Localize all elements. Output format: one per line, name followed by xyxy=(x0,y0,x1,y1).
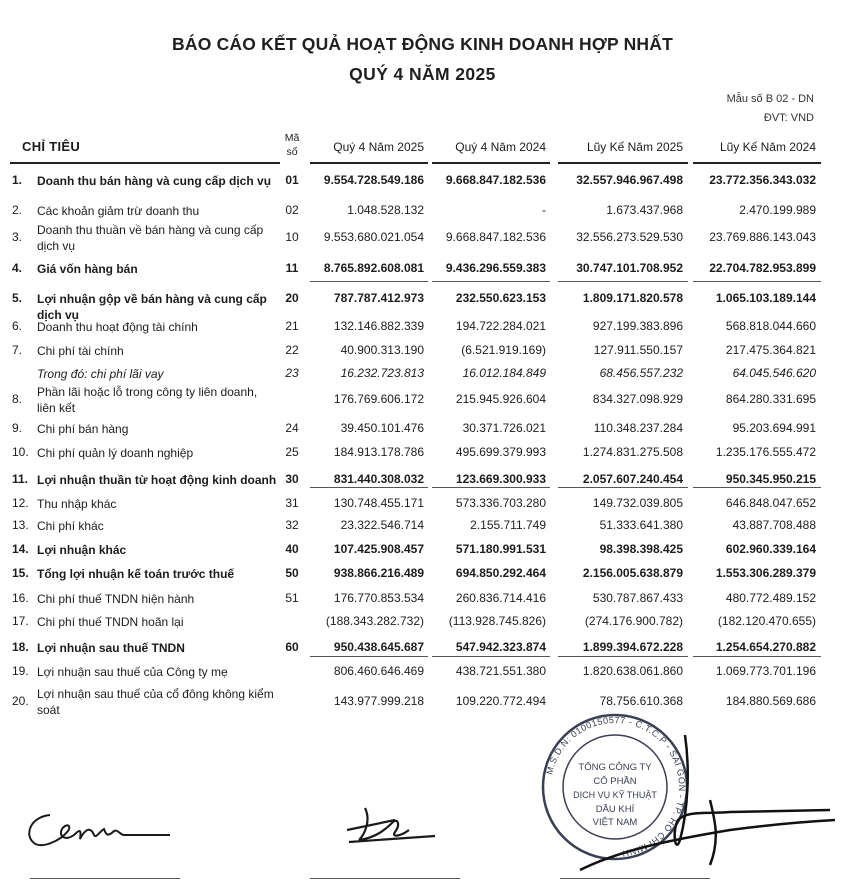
row-number: 10. xyxy=(12,445,29,459)
row-number: 19. xyxy=(12,664,29,678)
row-code: 23 xyxy=(285,366,299,380)
value-q4-2024: 694.850.292.464 xyxy=(455,566,546,580)
value-ytd-2024: 950.345.950.215 xyxy=(725,472,816,486)
row-code: 50 xyxy=(285,566,299,580)
value-ytd-2024: 1.069.773.701.196 xyxy=(715,664,816,678)
row-label: Chi phí tài chính xyxy=(37,344,124,358)
value-q4-2025: 806.460.646.469 xyxy=(333,664,424,678)
value-q4-2024: 2.155.711.749 xyxy=(470,518,546,532)
row-number: 1. xyxy=(12,173,23,187)
row-label: Lợi nhuận sau thuế TNDN xyxy=(37,641,185,655)
value-ytd-2025: 30.747.101.708.952 xyxy=(576,261,683,275)
row-code: 51 xyxy=(285,591,299,605)
row-code: 22 xyxy=(285,343,299,357)
header-code-line2: số xyxy=(286,146,298,158)
value-ytd-2024: 23.769.886.143.043 xyxy=(709,230,816,244)
value-q4-2025: 132.146.882.339 xyxy=(333,319,424,333)
row-label: Lợi nhuận gộp về bán hàng và cung cấp dịch vụ xyxy=(37,292,267,322)
value-ytd-2024: (182.120.470.655) xyxy=(717,614,816,628)
value-q4-2025: 938.866.216.489 xyxy=(333,566,424,580)
value-ytd-2025: 68.456.557.232 xyxy=(599,366,683,380)
value-ytd-2024: 602.960.339.164 xyxy=(725,542,816,556)
value-q4-2025: 176.769.606.172 xyxy=(333,392,424,406)
signature-director xyxy=(560,730,840,880)
value-ytd-2024: 1.254.654.270.882 xyxy=(715,640,816,654)
header-indicator: CHỈ TIÊU xyxy=(22,139,81,154)
value-q4-2025: 950.438.645.687 xyxy=(333,640,424,654)
value-ytd-2025: 32.556.273.529.530 xyxy=(576,230,683,244)
signature-accountant xyxy=(335,800,445,855)
row-label: Chi phí quản lý doanh nghiệp xyxy=(37,446,194,460)
signature-line xyxy=(560,878,710,879)
value-q4-2024: 123.669.300.933 xyxy=(455,472,546,486)
value-ytd-2025: 834.327.098.929 xyxy=(592,392,683,406)
row-number: 6. xyxy=(12,319,23,333)
value-q4-2024: 194.722.284.021 xyxy=(455,319,546,333)
value-ytd-2025: 1.820.638.061.860 xyxy=(582,664,683,678)
row-code: 40 xyxy=(285,542,299,556)
row-label: Tổng lợi nhuận kế toán trước thuế xyxy=(37,567,235,581)
value-q4-2025: 9.554.728.549.186 xyxy=(323,173,424,187)
row-code: 20 xyxy=(285,291,299,305)
value-q4-2024: 260.836.714.416 xyxy=(455,591,546,605)
header-ytd-2024: Lũy Kế Năm 2024 xyxy=(719,140,816,154)
value-q4-2025: 176.770.853.534 xyxy=(333,591,424,605)
value-ytd-2024: 480.772.489.152 xyxy=(725,591,816,605)
value-ytd-2024: 1.065.103.189.144 xyxy=(715,291,816,305)
report-title: BÁO CÁO KẾT QUẢ HOẠT ĐỘNG KINH DOANH HỢP NHẤT xyxy=(172,34,673,54)
header-q4-2024: Quý 4 Năm 2024 xyxy=(455,140,546,154)
row-label: Lợi nhuận khác xyxy=(37,543,127,557)
row-number: 13. xyxy=(12,518,29,532)
row-number: 3. xyxy=(12,230,23,244)
row-number: 4. xyxy=(12,261,23,275)
value-q4-2025: 143.977.999.218 xyxy=(333,694,424,708)
value-q4-2025: 184.913.178.786 xyxy=(333,445,424,459)
value-ytd-2024: 23.772.356.343.032 xyxy=(709,173,816,187)
row-number: 12. xyxy=(12,496,29,510)
value-ytd-2025: 2.057.607.240.454 xyxy=(582,472,683,486)
row-number: 17. xyxy=(12,614,29,628)
stamp-line3: DỊCH VỤ KỸ THUẬT xyxy=(573,790,657,800)
value-ytd-2025: 1.899.394.672.228 xyxy=(582,640,683,654)
value-ytd-2025: 1.809.171.820.578 xyxy=(582,291,683,305)
header-q4-2025: Quý 4 Năm 2025 xyxy=(333,140,424,154)
value-ytd-2024: 1.235.176.555.472 xyxy=(715,445,816,459)
header-rule xyxy=(10,162,280,164)
row-code: 31 xyxy=(285,496,299,510)
row-label: Phần lãi hoặc lỗ trong công ty liên doanh, liên kết xyxy=(37,385,258,415)
value-q4-2024: 438.721.551.380 xyxy=(455,664,546,678)
value-ytd-2024: 568.818.044.660 xyxy=(725,319,816,333)
value-q4-2025: 40.900.313.190 xyxy=(340,343,424,357)
value-q4-2025: 787.787.412.973 xyxy=(333,291,424,305)
row-code: 60 xyxy=(285,640,299,654)
value-q4-2024: 215.945.926.604 xyxy=(455,392,546,406)
row-code: 24 xyxy=(285,421,299,435)
row-number: 11. xyxy=(12,472,29,486)
value-q4-2025: 9.553.680.021.054 xyxy=(323,230,424,244)
stamp-line5: VIỆT NAM xyxy=(592,817,638,828)
total-rule xyxy=(432,281,550,282)
value-q4-2025: 1.048.528.132 xyxy=(347,203,424,217)
value-ytd-2025: 51.333.641.380 xyxy=(599,518,683,532)
value-q4-2024: 16.012.184.849 xyxy=(462,366,546,380)
value-ytd-2024: 1.553.306.289.379 xyxy=(715,566,816,580)
value-ytd-2024: 64.045.546.620 xyxy=(732,366,816,380)
value-ytd-2024: 864.280.331.695 xyxy=(725,392,816,406)
total-rule xyxy=(310,656,428,657)
header-rule xyxy=(432,162,550,164)
value-ytd-2025: 2.156.005.638.879 xyxy=(582,566,683,580)
row-number: 15. xyxy=(12,566,29,580)
value-q4-2024: - xyxy=(542,203,546,217)
header-code-line1: Mã xyxy=(284,132,300,144)
value-ytd-2024: 2.470.199.989 xyxy=(739,203,816,217)
value-q4-2024: 232.550.623.153 xyxy=(455,291,546,305)
value-q4-2024: 547.942.323.874 xyxy=(455,640,546,654)
report-subtitle: QUÝ 4 NĂM 2025 xyxy=(349,64,496,84)
value-q4-2025: 831.440.308.032 xyxy=(333,472,424,486)
total-rule xyxy=(310,487,428,488)
row-number: 20. xyxy=(12,694,29,708)
row-number: 7. xyxy=(12,343,23,357)
table-header xyxy=(0,131,845,165)
row-code: 02 xyxy=(285,203,299,217)
row-code: 10 xyxy=(285,230,299,244)
total-rule xyxy=(558,487,688,488)
signature-line xyxy=(310,878,460,879)
row-label: Các khoản giảm trừ doanh thu xyxy=(37,204,200,218)
row-number: 5. xyxy=(12,291,23,305)
value-ytd-2024: 43.887.708.488 xyxy=(732,518,816,532)
value-ytd-2025: 110.348.237.284 xyxy=(593,421,683,435)
value-q4-2024: 109.220.772.494 xyxy=(455,694,546,708)
row-label: Giá vốn hàng bán xyxy=(37,262,138,276)
row-label: Lợi nhuận thuần từ hoạt động kinh doanh xyxy=(37,473,277,487)
row-label: Trong đó: chi phí lãi vay xyxy=(37,367,164,381)
row-label: Doanh thu thuần về bán hàng và cung cấp dịch vụ xyxy=(37,223,264,253)
stamp-line2: CỔ PHẦN xyxy=(593,776,637,787)
row-code: 11 xyxy=(285,261,299,275)
row-code: 25 xyxy=(285,445,299,459)
row-number: 18. xyxy=(12,640,29,654)
total-rule xyxy=(693,281,821,282)
total-rule xyxy=(310,281,428,282)
value-ytd-2024: 184.880.569.686 xyxy=(725,694,816,708)
value-ytd-2024: 646.848.047.652 xyxy=(725,496,816,510)
row-label: Lợi nhuận sau thuế của Công ty mẹ xyxy=(37,665,228,679)
signature-preparer xyxy=(20,795,180,865)
value-q4-2024: (6.521.919.169) xyxy=(461,343,546,357)
value-q4-2025: 39.450.101.476 xyxy=(340,421,424,435)
row-number: 8. xyxy=(12,392,23,406)
total-rule xyxy=(558,656,688,657)
row-number: 2. xyxy=(12,203,23,217)
signature-line xyxy=(30,878,180,879)
value-ytd-2025: 1.274.831.275.508 xyxy=(582,445,683,459)
value-q4-2025: 16.232.723.813 xyxy=(340,366,424,380)
value-ytd-2025: (274.176.900.782) xyxy=(584,614,683,628)
value-ytd-2025: 32.557.946.967.498 xyxy=(576,173,683,187)
row-code: 01 xyxy=(285,173,299,187)
value-ytd-2024: 95.203.694.991 xyxy=(732,421,816,435)
value-q4-2025: (188.343.282.732) xyxy=(325,614,424,628)
row-label: Chi phí thuế TNDN hiện hành xyxy=(37,592,195,606)
total-rule xyxy=(693,487,821,488)
value-q4-2025: 8.765.892.608.081 xyxy=(323,261,424,275)
row-label: Chi phí thuế TNDN hoãn lại xyxy=(37,615,184,629)
value-q4-2025: 107.425.908.457 xyxy=(333,542,424,556)
value-ytd-2024: 22.704.782.953.899 xyxy=(709,261,816,275)
value-q4-2024: (113.928.745.826) xyxy=(448,614,546,628)
value-ytd-2025: 78.756.610.368 xyxy=(599,694,683,708)
row-label: Doanh thu hoạt động tài chính xyxy=(37,320,198,334)
value-ytd-2025: 927.199.383.896 xyxy=(592,319,683,333)
value-ytd-2025: 149.732.039.805 xyxy=(592,496,683,510)
row-label: Doanh thu bán hàng và cung cấp dịch vụ xyxy=(37,174,272,188)
value-ytd-2025: 127.911.550.157 xyxy=(593,343,683,357)
total-rule xyxy=(558,281,688,282)
value-q4-2024: 9.668.847.182.536 xyxy=(445,173,546,187)
row-number: 16. xyxy=(12,591,29,605)
stamp-line4: DẦU KHÍ xyxy=(595,804,635,815)
row-label: Thu nhập khác xyxy=(37,497,117,511)
header-rule xyxy=(310,162,428,164)
value-ytd-2025: 530.787.867.433 xyxy=(592,591,683,605)
row-label: Chi phí khác xyxy=(37,519,104,533)
value-ytd-2024: 217.475.364.821 xyxy=(725,343,816,357)
value-q4-2025: 23.322.546.714 xyxy=(340,518,424,532)
value-ytd-2025: 1.673.437.968 xyxy=(606,203,683,217)
row-number: 14. xyxy=(12,542,29,556)
value-ytd-2025: 98.398.398.425 xyxy=(599,542,683,556)
row-code: 30 xyxy=(285,472,299,486)
value-q4-2024: 9.668.847.182.536 xyxy=(445,230,546,244)
value-q4-2024: 573.336.703.280 xyxy=(455,496,546,510)
header-ytd-2025: Lũy Kế Năm 2025 xyxy=(586,140,683,154)
stamp-line1: TỔNG CÔNG TY xyxy=(578,762,652,773)
row-code: 32 xyxy=(285,518,299,532)
row-code: 21 xyxy=(285,319,299,333)
value-q4-2024: 9.436.296.559.383 xyxy=(445,261,546,275)
row-label: Chi phí bán hàng xyxy=(37,422,129,436)
total-rule xyxy=(693,656,821,657)
header-rule xyxy=(693,162,821,164)
total-rule xyxy=(432,656,550,657)
value-q4-2024: 571.180.991.531 xyxy=(455,542,546,556)
currency-unit: ĐVT: VND xyxy=(763,112,814,124)
stamp-ring-text: M.S.D.N: 0100150577 - C.T.C.P - SÀI GÒN - TP. HỒ CHÍ MINH xyxy=(544,714,688,859)
value-q4-2024: 495.699.379.993 xyxy=(455,445,546,459)
row-label: Lợi nhuận sau thuế của cổ đông không kiểm soát xyxy=(37,687,274,717)
header-rule xyxy=(558,162,688,164)
total-rule xyxy=(432,487,550,488)
value-q4-2024: 30.371.726.021 xyxy=(462,421,546,435)
form-number: Mẫu số B 02 - DN xyxy=(726,93,814,105)
row-number: 9. xyxy=(12,421,23,435)
header-code xyxy=(280,131,304,159)
value-q4-2025: 130.748.455.171 xyxy=(333,496,424,510)
